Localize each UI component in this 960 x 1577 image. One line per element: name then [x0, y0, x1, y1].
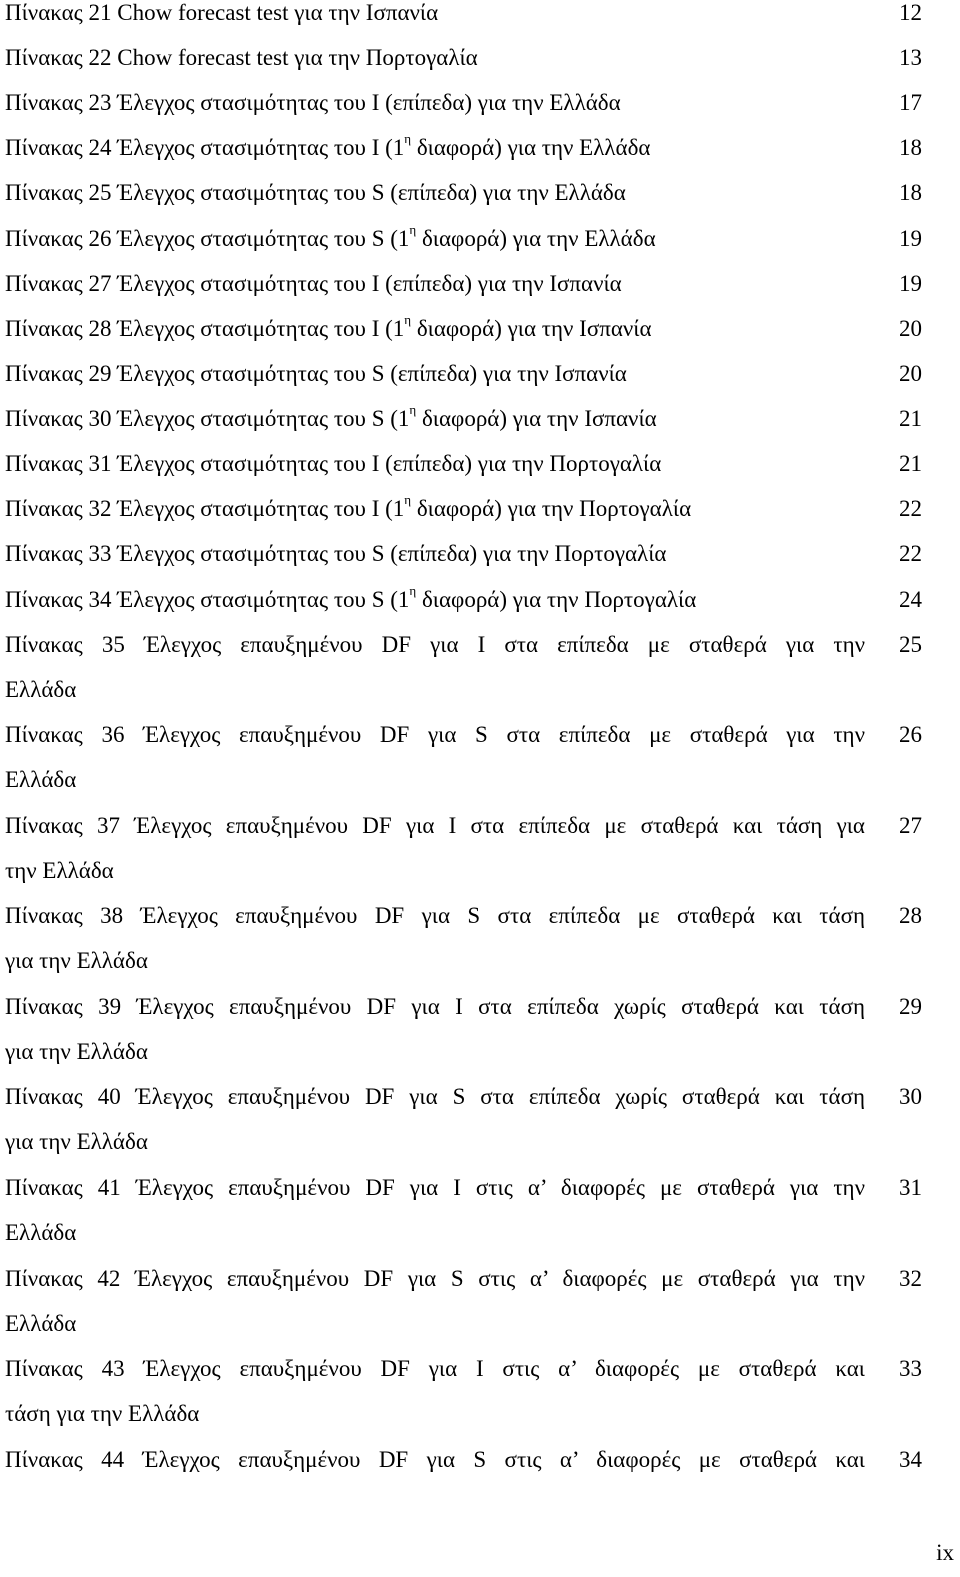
toc-entry-page: 34: [899, 1447, 922, 1472]
toc-entry: [5, 170, 922, 215]
toc-entry-title: Πίνακας 39 Έλεγχος επαυξημένου DF για I στα επίπεδα χωρίς σταθερά και τάση για την Ελλάδα: [5, 994, 865, 1064]
toc-entry: [5, 351, 922, 396]
toc-entry-page: 21: [899, 451, 922, 476]
toc-entry-page: 26: [899, 722, 922, 747]
toc-entry-title: Πίνακας 28 Έλεγχος στασιμότητας του I ($1^\eta$ διαφορά) για την Ισπανία: [5, 312, 652, 341]
toc-entry-page: 24: [899, 587, 922, 612]
toc-entry: [5, 1437, 922, 1527]
toc-entry-title: Πίνακας 40 Έλεγχος επαυξημένου DF για S στα επίπεδα χωρίς σταθερά και τάση για την Ελλάδα: [5, 1084, 865, 1154]
toc-entry-page: 21: [899, 406, 922, 431]
toc-entry-page: 12: [899, 0, 922, 25]
toc-entry: [5, 1346, 922, 1436]
toc-entry-title: Πίνακας 22 Chow forecast test για την Πορτογαλία: [5, 45, 478, 70]
toc-entry-title: Πίνακας 24 Έλεγχος στασιμότητας του I ($1^\eta$ διαφορά) για την Ελλάδα: [5, 131, 651, 160]
toc-entry: [5, 531, 922, 576]
toc-entry-title: Πίνακας 30 Έλεγχος στασιμότητας του S ($1^\eta$ διαφορά) για την Ισπανία: [5, 402, 657, 431]
toc-entry: [5, 1256, 922, 1346]
toc-entry-page: 18: [899, 135, 922, 160]
toc-entry: [5, 0, 922, 35]
toc-entry-page: 27: [899, 813, 922, 838]
toc-entry-title: Πίνακας 25 Έλεγχος στασιμότητας του S (επίπεδα) για την Ελλάδα: [5, 180, 626, 205]
toc-entry: [5, 306, 922, 351]
toc-entry-page: 20: [899, 316, 922, 341]
toc-entry-title: Πίνακας 38 Έλεγχος επαυξημένου DF για S στα επίπεδα με σταθερά και τάση για την Ελλάδα: [5, 903, 865, 973]
toc-entry-title: Πίνακας 41 Έλεγχος επαυξημένου DF για I στις α’ διαφορές με σταθερά για την Ελλάδα: [5, 1175, 865, 1245]
toc-entry-title: Πίνακας 26 Έλεγχος στασιμότητας του S ($1^\eta$ διαφορά) για την Ελλάδα: [5, 222, 656, 251]
toc-entry-title: Πίνακας 32 Έλεγχος στασιμότητας του I ($1^\eta$ διαφορά) για την Πορτογαλία: [5, 492, 692, 521]
toc-entry: [5, 984, 922, 1074]
toc-entry-title: Πίνακας 34 Έλεγχος στασιμότητας του S ($1^\eta$ διαφορά) για την Πορτογαλία: [5, 583, 697, 612]
toc-entry: [5, 486, 922, 531]
toc-entry-title: Πίνακας 43 Έλεγχος επαυξημένου DF για I στις α’ διαφορές με σταθερά και τάση για την Ελλάδα: [5, 1356, 865, 1426]
toc-entry-title: Πίνακας 33 Έλεγχος στασιμότητας του S (επίπεδα) για την Πορτογαλία: [5, 541, 667, 566]
toc-entry-page: 31: [899, 1175, 922, 1200]
toc-entry-page: 25: [899, 632, 922, 657]
toc-entry-page: 32: [899, 1266, 922, 1291]
page-number: ix: [936, 1540, 954, 1565]
toc-entry: [5, 1165, 922, 1255]
toc-entry-title: Πίνακας 31 Έλεγχος στασιμότητας του I (επίπεδα) για την Πορτογαλία: [5, 451, 662, 476]
toc-entry-page: 30: [899, 1084, 922, 1109]
toc-entry-title: Πίνακας 27 Έλεγχος στασιμότητας του I (επίπεδα) για την Ισπανία: [5, 271, 622, 296]
toc-entry: [5, 35, 922, 80]
toc-entry-page: 33: [899, 1356, 922, 1381]
toc-entry-page: 22: [899, 496, 922, 521]
toc-entry-page: 18: [899, 180, 922, 205]
toc-entry-page: 19: [899, 271, 922, 296]
toc-entry: [5, 125, 922, 170]
toc-entry: [5, 441, 922, 486]
toc-entry-page: 22: [899, 541, 922, 566]
toc-entry-title: Πίνακας 23 Έλεγχος στασιμότητας του I (επίπεδα) για την Ελλάδα: [5, 90, 621, 115]
toc-entry: [5, 1074, 922, 1164]
toc-entry-title: Πίνακας 44 Έλεγχος επαυξημένου DF για S στις α’ διαφορές με σταθερά και: [5, 1447, 865, 1472]
toc-entry: [5, 216, 922, 261]
toc-entry: [5, 622, 922, 712]
toc-entry: [5, 80, 922, 125]
toc-entry: [5, 803, 922, 893]
toc-entry: [5, 577, 922, 622]
toc-entry-title: Πίνακας 36 Έλεγχος επαυξημένου DF για S στα επίπεδα με σταθερά για την Ελλάδα: [5, 722, 865, 792]
toc-entry: [5, 396, 922, 441]
toc-entry: [5, 261, 922, 306]
toc-entry-title: Πίνακας 37 Έλεγχος επαυξημένου DF για I στα επίπεδα με σταθερά και τάση για την Ελλάδα: [5, 813, 865, 883]
toc-entry-page: 20: [899, 361, 922, 386]
toc-entry-title: Πίνακας 21 Chow forecast test για την Ισπανία: [5, 0, 439, 25]
toc-entry: [5, 712, 922, 802]
toc-entry-page: 13: [899, 45, 922, 70]
toc-entry-page: 29: [899, 994, 922, 1019]
toc-entry-title: Πίνακας 29 Έλεγχος στασιμότητας του S (επίπεδα) για την Ισπανία: [5, 361, 627, 386]
toc-entry-title: Πίνακας 42 Έλεγχος επαυξημένου DF για S στις α’ διαφορές με σταθερά για την Ελλάδα: [5, 1266, 865, 1336]
toc-entry-page: 19: [899, 226, 922, 251]
toc-entry-page: 28: [899, 903, 922, 928]
toc-entry-title: Πίνακας 35 Έλεγχος επαυξημένου DF για I στα επίπεδα με σταθερά για την Ελλάδα: [5, 632, 865, 702]
toc-entry: [5, 893, 922, 983]
toc-entry-page: 17: [899, 90, 922, 115]
